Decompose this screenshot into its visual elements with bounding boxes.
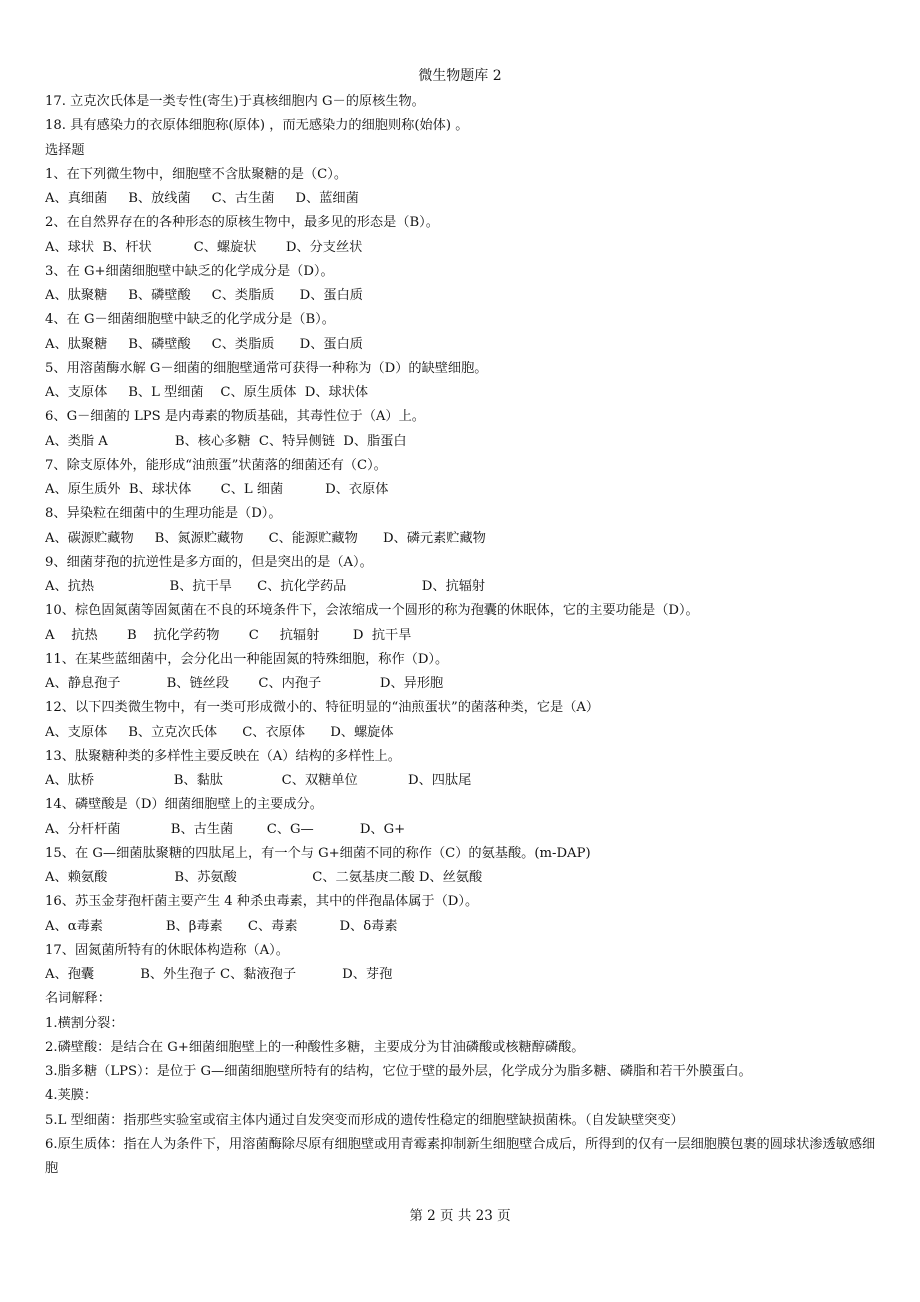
question-line: 1、在下列微生物中，细胞壁不含肽聚糖的是（C）。: [45, 166, 348, 182]
question-line: 10、棕色固氮菌等固氮菌在不良的环境条件下，会浓缩成一个圆形的称为孢囊的休眠体，它的主要功能是（D）。: [45, 603, 699, 619]
question-line: 5、用溶菌酶水解 G－细菌的细胞壁通常可获得一种称为（D）的缺壁细胞。: [45, 360, 488, 376]
options-line: A 抗热 B 抗化学药物 C 抗辐射 D 抗干旱: [45, 627, 412, 643]
options-line: A、球状 B、杆状 C、螺旋状 D、分支丝状: [45, 239, 363, 255]
options-line: A、赖氨酸 B、苏氨酸 C、二氨基庚二酸 D、丝氨酸: [45, 870, 483, 885]
definition-line: 2.磷壁酸：是结合在 G+细菌细胞壁上的一种酸性多糖，主要成分为甘油磷酸或核糖醇磷酸。: [45, 1039, 585, 1055]
question-line: 6、G－细菌的 LPS 是内毒素的物质基础，其毒性位于（A）上。: [45, 409, 425, 425]
options-line: A、肽聚糖 B、磷壁酸 C、类脂质 D、蛋白质: [45, 288, 363, 303]
text-line: 18. 具有感染力的衣原体细胞称(原体) ，而无感染力的细胞则称(始体) 。: [45, 118, 469, 134]
options-line: A、分杆杆菌 B、古生菌 C、G— D、G+: [45, 821, 406, 837]
definition-line: 5.L 型细菌：指那些实验室或宿主体内通过自发突变而形成的遗传性稳定的细胞壁缺损菌株。（自发缺壁突变）: [45, 1112, 684, 1128]
definition-line: 6.原生质体：指在人为条件下，用溶菌酶除尽原有细胞壁或用青霉素抑制新生细胞壁合成后，所得到的仅有一层细胞膜包裹的圆球状渗透敏感细胞: [45, 1136, 876, 1176]
question-line: 3、在 G+细菌细胞壁中缺乏的化学成分是（D）。: [45, 263, 334, 279]
document-body: [45, 90, 885, 1181]
options-line: A、原生质外 B、球状体 C、L 细菌 D、衣原体: [45, 482, 389, 497]
text-line: 17. 立克次氏体是一类专性(寄生)于真核细胞内 G－的原核生物。: [45, 94, 425, 109]
section-heading: 选择题: [45, 142, 85, 158]
definition-line: 4.荚膜：: [45, 1088, 98, 1104]
options-line: A、碳源贮藏物 B、氮源贮藏物 C、能源贮藏物 D、磷元素贮藏物: [45, 530, 486, 546]
options-line: A、孢囊 B、外生孢子 C、黏液孢子 D、芽孢: [45, 967, 393, 982]
question-line: 13、肽聚糖种类的多样性主要反映在（A）结构的多样性上。: [45, 748, 401, 764]
section-heading: 名词解释：: [45, 991, 111, 1007]
options-line: A、真细菌 B、放线菌 C、古生菌 D、蓝细菌: [45, 191, 359, 206]
question-line: 7、除支原体外，能形成“油煎蛋”状菌落的细菌还有（C）。: [45, 457, 387, 473]
question-line: 16、苏玉金芽孢杆菌主要产生 4 种杀虫毒素，其中的伴孢晶体属于（D）。: [45, 894, 479, 910]
question-line: 11、在某些蓝细菌中，会分化出一种能固氮的特殊细胞，称作（D）。: [45, 651, 449, 667]
question-line: 8、异染粒在细菌中的生理功能是（D）。: [45, 506, 282, 522]
definition-line: 3.脂多糖（LPS）：是位于 G—细菌细胞壁所特有的结构，它位于壁的最外层，化学成分为脂多糖、磷脂和若干外膜蛋白。: [45, 1064, 752, 1079]
options-line: A、肽聚糖 B、磷壁酸 C、类脂质 D、蛋白质: [45, 336, 363, 352]
options-line: A、肽桥 B、黏肽 C、双糖单位 D、四肽尾: [45, 773, 472, 788]
question-line: 9、细菌芽孢的抗逆性是多方面的，但是突出的是（A）。: [45, 554, 373, 570]
question-line: 15、在 G—细菌肽聚糖的四肽尾上，有一个与 G+细菌不同的称作（C）的氨基酸。(m-DAP): [45, 845, 591, 861]
options-line: A、支原体 B、L 型细菌 C、原生质体 D、球状体: [45, 385, 369, 400]
options-line: A、抗热 B、抗干旱 C、抗化学药品 D、抗辐射: [45, 579, 486, 594]
options-line: A、静息孢子 B、链丝段 C、内孢子 D、异形胞: [45, 676, 444, 691]
page-title: 微生物题库 2: [418, 68, 502, 84]
options-line: A、支原体 B、立克次氏体 C、衣原体 D、螺旋体: [45, 724, 394, 740]
page-footer: 第 2 页 共 23 页: [409, 1208, 511, 1224]
options-line: A、类脂 A B、核心多糖 C、特异侧链 D、脂蛋白: [45, 433, 407, 449]
question-line: 14、磷壁酸是（D）细菌细胞壁上的主要成分。: [45, 797, 323, 813]
question-line: 4、在 G－细菌细胞壁中缺乏的化学成分是（B）。: [45, 312, 335, 328]
definition-line: 1.横割分裂：: [45, 1015, 124, 1031]
question-line: 17、固氮菌所特有的休眠体构造称（A）。: [45, 942, 289, 958]
question-line: 2、在自然界存在的各种形态的原核生物中，最多见的形态是（B）。: [45, 215, 439, 231]
options-line: A、α毒素 B、β毒素 C、毒素 D、δ毒素: [45, 918, 398, 934]
question-line: 12、以下四类微生物中，有一类可形成微小的、特征明显的“油煎蛋状”的菌落种类，它是（A）: [45, 700, 600, 716]
